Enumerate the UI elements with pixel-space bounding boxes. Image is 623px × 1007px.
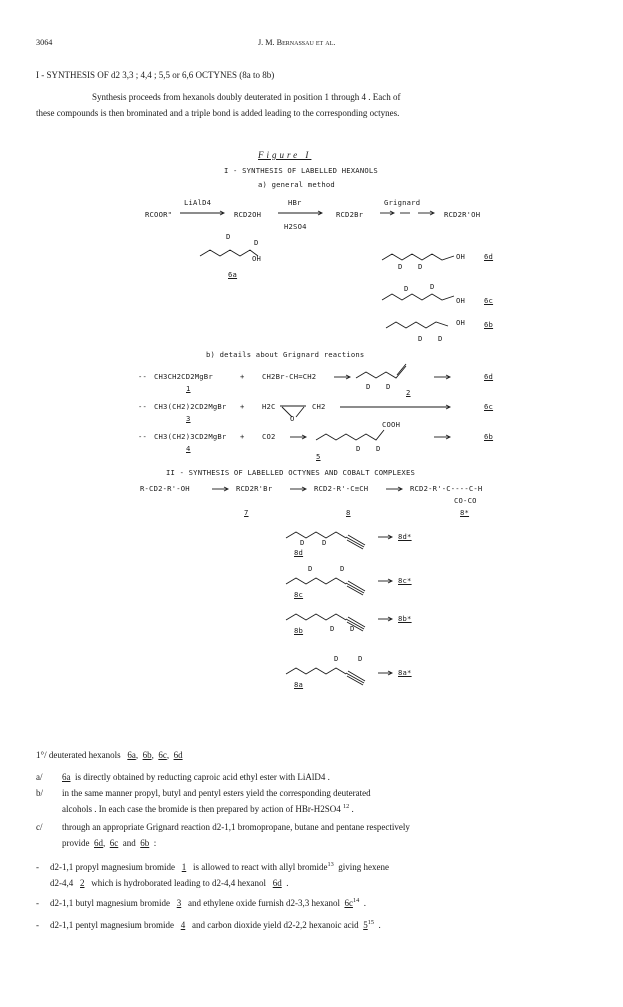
scheme-b-s1: R-CD2-R'-OH <box>140 484 190 493</box>
item-b-line-2-text: alcohols . In each case the bromide is then prepared by action of HBr-H2SO4 <box>62 804 341 814</box>
label-oh: OH <box>456 318 466 327</box>
arrow-8b <box>378 616 396 622</box>
arrow-row3b <box>434 434 454 440</box>
bullet-3-post: . <box>378 920 381 930</box>
ref-6d: 6d <box>173 750 183 760</box>
label-8c: 8c <box>294 590 304 599</box>
ref-4: 4 <box>180 920 186 930</box>
carbon-dioxide: CO2 <box>262 432 276 441</box>
scheme-rcd2br: RCD2Br <box>336 210 364 219</box>
item-c-line-2: provide 6d, 6c and 6b : <box>62 838 157 848</box>
scheme-reagent-h2so4: H2SO4 <box>284 222 307 231</box>
ethylene-oxide-left: H2C <box>262 402 276 411</box>
label-oh: OH <box>456 296 466 305</box>
item-b-marker: b/ <box>36 788 44 798</box>
intro-line-2: these compounds is then brominated and a triple bond is added leading to the corresponding octynes. <box>36 108 400 118</box>
label-8b: 8b <box>294 626 304 635</box>
ref-6d: 6d <box>94 838 103 848</box>
item-c-colon: : <box>153 838 157 848</box>
label-6c: 6c <box>484 296 494 305</box>
scheme-b-coco: CO-CO <box>454 496 477 505</box>
arrow-1 <box>180 210 226 216</box>
scheme-grignard: Grignard <box>384 198 421 207</box>
figure-subtitle-hexanols: I - SYNTHESIS OF LABELLED HEXANOLS <box>224 166 378 175</box>
label-8b-star: 8b* <box>398 614 412 623</box>
structure-hexanoic-acid <box>316 426 386 446</box>
label-8d-star: 8d* <box>398 532 412 541</box>
label-oh: OH <box>252 254 262 263</box>
figure-title: Figure I <box>258 150 312 160</box>
ref-6a: 6a <box>62 772 71 782</box>
ref-6a: 6a <box>127 750 136 760</box>
page-number: 3064 <box>36 38 53 47</box>
citation-13: 13 <box>327 861 334 868</box>
bullet-2 <box>50 898 366 908</box>
item-a-text: is directly obtained by reducting caproic acid ethyl ester with LiAlD4 . <box>75 772 330 782</box>
label-6d: 6d <box>484 252 494 261</box>
allyl-bromide: CH2Br-CH=CH2 <box>262 372 317 381</box>
arrow-b3 <box>386 486 406 492</box>
ref-2: 2 <box>80 878 85 888</box>
section-title: I - SYNTHESIS OF d2 3,3 ; 4,4 ; 5,5 or 6,6 OCTYNES (8a to 8b) <box>36 70 275 80</box>
figure-subtitle-general: a) general method <box>258 180 335 189</box>
label-d: D <box>356 444 361 453</box>
bullet-1-line-2 <box>50 878 288 888</box>
compound-number-2: 2 <box>406 388 411 397</box>
label-d: D <box>334 654 339 663</box>
compound-number-1: 1 <box>186 384 191 393</box>
ref-6d: 6d <box>272 878 282 888</box>
label-d: D <box>300 538 305 547</box>
label-6a: 6a <box>228 270 238 279</box>
bullet-marker: - <box>36 920 39 930</box>
structure-6a <box>200 242 260 266</box>
label-d: D <box>226 232 231 241</box>
arrow-8c <box>378 578 396 584</box>
bullet-1-mid: is allowed to react with allyl bromide <box>192 862 328 872</box>
scheme-product: RCD2R'OH <box>444 210 481 219</box>
figure-subtitle-grignard: b) details about Grignard reactions <box>206 350 365 359</box>
label-d: D <box>404 284 409 293</box>
structure-8d <box>286 520 372 550</box>
scheme-rcd2oh: RCD2OH <box>234 210 262 219</box>
ethylene-oxide-o: O <box>290 414 295 423</box>
item-c-marker: c/ <box>36 822 43 832</box>
ref-6c: 6c <box>158 750 167 760</box>
scheme-b-s2: RCD2R'Br <box>236 484 273 493</box>
bullet-2-post: . <box>363 898 366 908</box>
label-8c-star: 8c* <box>398 576 412 585</box>
body-heading: 1°/ deuterated hexanols 6a, 6b, 6c, 6d <box>36 750 183 760</box>
label-d: D <box>340 564 345 573</box>
item-c-and: and <box>122 838 136 848</box>
label-d: D <box>330 624 335 633</box>
compound-number-5: 5 <box>316 452 321 461</box>
bullet-1-post: giving hexene <box>338 862 389 872</box>
label-d: D <box>438 334 443 343</box>
arrow-row1 <box>334 374 354 380</box>
bullet-1-line2-post: . <box>286 878 289 888</box>
label-d: D <box>308 564 313 573</box>
label-d: D <box>376 444 381 453</box>
item-b-line-1: in the same manner propyl, butyl and pentyl esters yield the corresponding deuterated <box>62 788 371 798</box>
arrow-b1 <box>212 486 232 492</box>
item-a <box>62 772 330 782</box>
label-d: D <box>418 262 423 271</box>
item-b-line-2: alcohols . In each case the bromide is then prepared by action of HBr-H2SO4 $^{12}$ . <box>62 803 354 814</box>
ref-6c: 6c <box>109 838 119 848</box>
label-d: D <box>254 238 259 247</box>
label-8a-star: 8a* <box>398 668 412 677</box>
grignard-reagent-1: CH3CH2CD2MgBr <box>154 372 213 381</box>
scheme-b-s4: RCD2-R'-C----C-H <box>410 484 483 493</box>
compound-number-7: 7 <box>244 508 249 517</box>
bullet-1-line2-mid: which is hydroborated leading to d2-4,4 hexanol <box>91 878 266 888</box>
structure-6b <box>386 316 452 336</box>
bullet-1-line2-pre: d2-4,4 <box>50 878 74 888</box>
compound-number-8: 8 <box>346 508 351 517</box>
intro-line-1: Synthesis proceeds from hexanols doubly deuterated in position 1 through 4 . Each of <box>92 92 401 102</box>
body-heading-prefix: 1°/ deuterated hexanols <box>36 750 121 760</box>
bullet-marker: - <box>36 862 39 872</box>
citation-15: 15 <box>367 919 374 926</box>
plus: + <box>240 432 245 441</box>
scheme-rcoor: RCOOR" <box>145 210 173 219</box>
row-prefix: -- <box>138 402 148 411</box>
arrow-row3 <box>290 434 310 440</box>
ref-6b: 6b <box>142 750 152 760</box>
row-prefix: -- <box>138 372 148 381</box>
label-d: D <box>322 538 327 547</box>
row-prefix: -- <box>138 432 148 441</box>
label-8a: 8a <box>294 680 304 689</box>
label-8d: 8d <box>294 548 304 557</box>
figure-subtitle-octynes: II - SYNTHESIS OF LABELLED OCTYNES AND COBALT COMPLEXES <box>166 468 415 477</box>
ref-6c: 6c <box>344 898 353 908</box>
citation-12: 12 <box>342 803 350 810</box>
item-c-provide: provide <box>62 838 90 848</box>
arrow-row1b <box>434 374 454 380</box>
compound-number-8star: 8* <box>460 508 470 517</box>
label-d: D <box>386 382 391 391</box>
ref-1: 1 <box>181 862 187 872</box>
bullet-1-pre: d2-1,1 propyl magnesium bromide <box>50 862 175 872</box>
structure-6c <box>382 288 458 308</box>
label-d: D <box>358 654 363 663</box>
label-d: D <box>350 624 355 633</box>
plus: + <box>240 372 245 381</box>
grignard-reagent-3: CH3(CH2)2CD2MgBr <box>154 402 227 411</box>
grignard-reagent-4: CH3(CH2)3CD2MgBr <box>154 432 227 441</box>
bullet-3 <box>50 920 381 930</box>
compound-number-3: 3 <box>186 414 191 423</box>
compound-number-4: 4 <box>186 444 191 453</box>
label-d: D <box>430 282 435 291</box>
arrow-row2 <box>340 404 454 410</box>
label-d: D <box>398 262 403 271</box>
label-6b-row: 6b <box>484 432 494 441</box>
bullet-2-mid: and ethylene oxide furnish d2-3,3 hexanol <box>187 898 340 908</box>
scheme-reagent-lialdd4: LiAlD4 <box>184 198 212 207</box>
label-d: D <box>418 334 423 343</box>
bullet-1-line-1 <box>50 862 389 872</box>
running-header: J. M. Bernassau et al. <box>258 38 336 47</box>
item-a-marker: a/ <box>36 772 43 782</box>
arrow-8d <box>378 534 396 540</box>
bullet-2-pre: d2-1,1 butyl magnesium bromide <box>50 898 170 908</box>
bullet-3-pre: d2-1,1 pentyl magnesium bromide <box>50 920 174 930</box>
label-cooh: COOH <box>382 420 401 429</box>
structure-hexene <box>356 362 412 384</box>
label-d: D <box>366 382 371 391</box>
label-6b: 6b <box>484 320 494 329</box>
plus: + <box>240 402 245 411</box>
label-6c-row: 6c <box>484 402 494 411</box>
label-oh: OH <box>456 252 466 261</box>
ref-3: 3 <box>176 898 182 908</box>
label-6d-row: 6d <box>484 372 494 381</box>
ref-5: 5 <box>363 920 368 930</box>
ethylene-oxide-right: CH2 <box>312 402 326 411</box>
scheme-reagent-hbr: HBr <box>288 198 302 207</box>
arrow-2 <box>278 210 326 216</box>
ref-6b: 6b <box>140 838 150 848</box>
bullet-3-mid: and carbon dioxide yield d2-2,2 hexanoic acid <box>191 920 359 930</box>
scheme-b-s3: RCD2-R'-C≡CH <box>314 484 369 493</box>
arrow-b2 <box>290 486 310 492</box>
arrow-8a <box>378 670 396 676</box>
citation-14: 14 <box>352 897 360 904</box>
bullet-marker: - <box>36 898 39 908</box>
arrow-3 <box>380 210 440 216</box>
item-c-line-1: through an appropriate Grignard reaction d2-1,1 bromopropane, butane and pentane respectively <box>62 822 410 832</box>
